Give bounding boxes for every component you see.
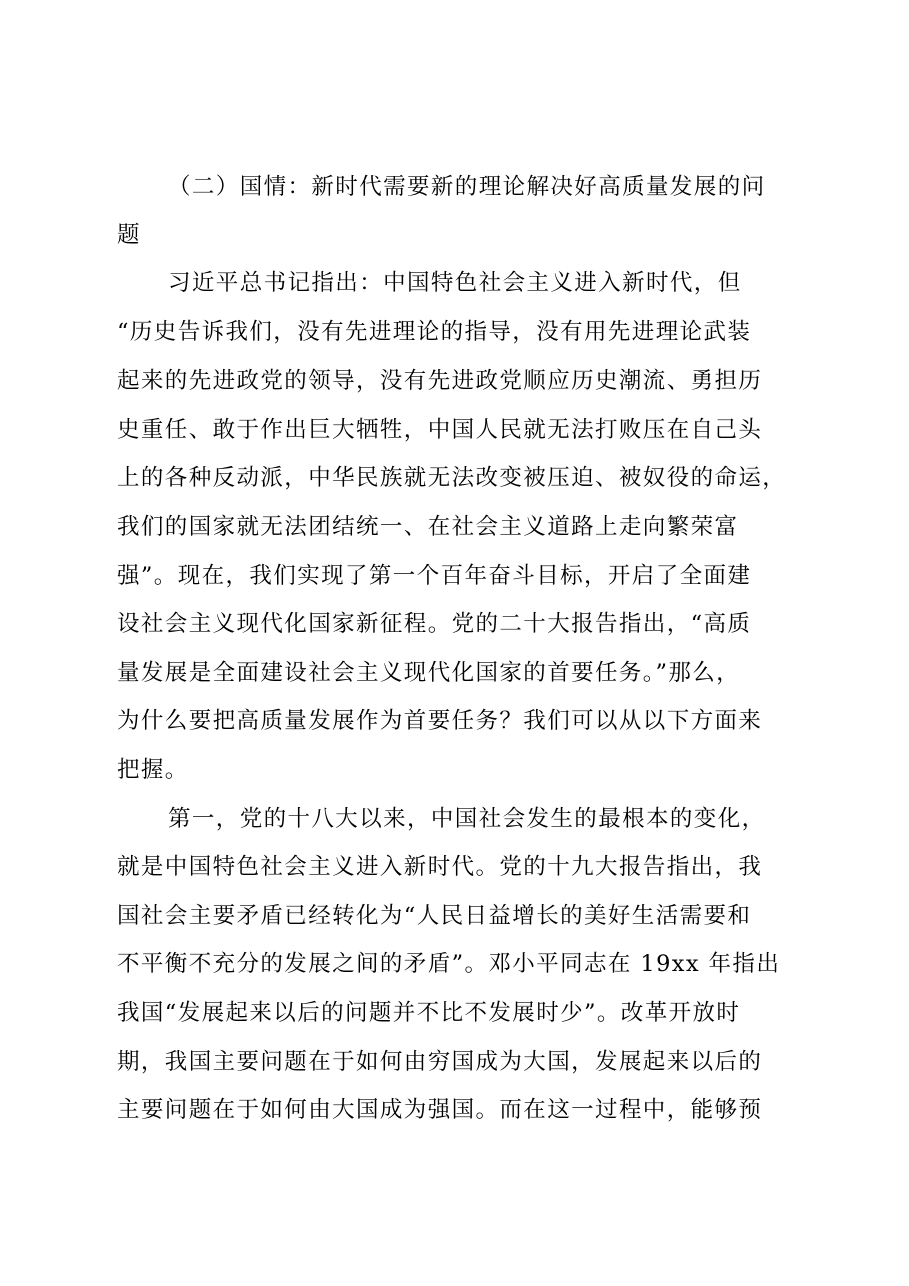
paragraph-2-line: 第一，党的十八大以来，中国社会发生的最根本的变化，: [168, 806, 766, 832]
paragraph-1-line: “历史告诉我们，没有先进理论的指导，没有用先进理论武装: [117, 319, 752, 345]
paragraph-1-line: 量发展是全面建设社会主义现代化国家的首要任务。”那么，: [117, 660, 741, 686]
paragraph-2-line: 我国“发展起来以后的问题并不比不发展时少”。改革开放时: [117, 1000, 741, 1026]
paragraph-1-line: 习近平总书记指出：中国特色社会主义进入新时代，但: [168, 270, 742, 296]
section-heading-line-2: 题: [117, 222, 141, 248]
paragraph-1-line: 起来的先进政党的领导，没有先进政党顺应历史潮流、勇担历: [117, 368, 763, 394]
paragraph-1-line: 为什么要把高质量发展作为首要任务？我们可以从以下方面来: [117, 708, 763, 734]
section-heading-line-1: （二）国情：新时代需要新的理论解决好高质量发展的问: [168, 174, 766, 200]
paragraph-1-line: 强”。现在，我们实现了第一个百年奋斗目标，开启了全面建: [117, 563, 752, 589]
paragraph-1-line: 史重任、敢于作出巨大牺牲，中国人民就无法打败压在自己头: [117, 417, 763, 443]
paragraph-1-line: 设社会主义现代化国家新征程。党的二十大报告指出，“高质: [117, 611, 752, 637]
paragraph-2-line: 期，我国主要问题在于如何由穷国成为大国，发展起来以后的: [117, 1049, 763, 1075]
paragraph-2-line: 主要问题在于如何由大国成为强国。而在这一过程中，能够预: [117, 1097, 763, 1123]
paragraph-1-line: 我们的国家就无法团结统一、在社会主义道路上走向繁荣富: [117, 514, 739, 540]
paragraph-2-line: 就是中国特色社会主义进入新时代。党的十九大报告指出，我: [117, 854, 763, 880]
paragraph-2-line: 不平衡不充分的发展之间的矛盾”。邓小平同志在 19xx 年指出: [117, 951, 781, 977]
paragraph-2-line: 国社会主要矛盾已经转化为“人民日益增长的美好生活需要和: [117, 903, 752, 929]
paragraph-1-line: 上的各种反动派，中华民族就无法改变被压迫、被奴役的命运，: [117, 465, 787, 491]
paragraph-1-line: 把握。: [117, 757, 189, 783]
